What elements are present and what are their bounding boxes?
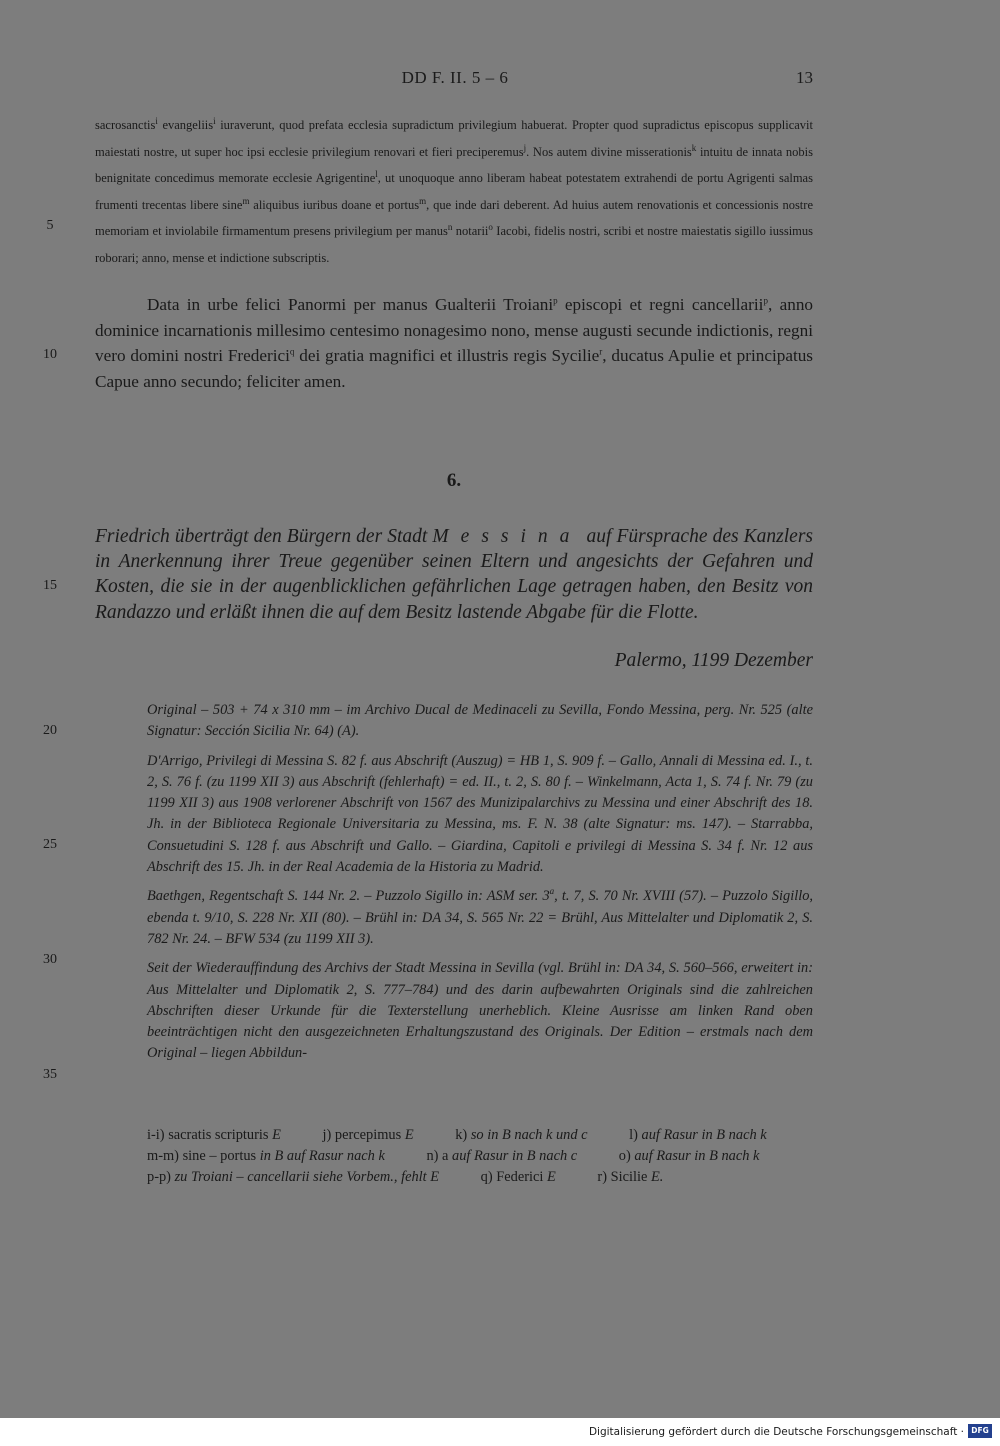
dating-paragraph: Data in urbe felici Panormi per manus Gualterii Troiani$^p$ episcopi et regni cancellarii$^p$, anno dominice incarnationis millesimo centesimo nonagesimo nono, mense augusti secunde indictionis, regni vero domini nostri Frederici$^q$ dei gratia magnifici et illustris regis Sycilie$^r$, ducatus Apulie et principatus Capue anno secundo; feliciter amen.	[95, 295, 814, 391]
variant-i: i-i) sacratis scripturis E	[147, 1127, 281, 1143]
line-number-20: 20	[43, 723, 57, 738]
regest: Friedrich überträgt den Bürgern der Stadt Messina auf Fürsprache des Kanzlers in Anerkennung ihrer Treue gegenüber seinen Eltern und angesichts der Gefahren und Kosten, die sie in der augenblicklichen gefährlichen Lage getragen haben, den Besitz von Randazzo und erläßt ihnen die auf dem Besitz lastende Abgabe für die Flotte.	[95, 526, 814, 623]
variant-j: j) percepimus E	[322, 1127, 414, 1143]
variant-o: o) auf Rasur in B nach k	[618, 1148, 760, 1164]
variant-r: r) Sicilie E.	[597, 1169, 664, 1185]
charter-paragraph: sacrosanctis$^i$ evangeliis$^i$ iuraverunt, quod prefata ecclesia supradictum privilegium habuerat. Propter quod supradictus episcopus supplicavit maiestati nostre, ut super hoc ipsi ecclesie privilegium renovari et fieri preciperemus$^j$. Nos autem divine misserationis$^k$ intuitu de innata nobis benignitate concedimus memorate ecclesie Agrigentine$^l$, ut unoquoque anno liberam habeat potestatem extrahendi de portu Agrigenti salmas frumenti trecentas libere sine$^m$ aliquibus iuribus doane et portus$^m$, que inde dari deberent. Ad huius autem renovationis et concessionis nostre memoriam et inviolabile firmamentum presens privilegium per manus$^n$ notarii$^o$ Iacobi, fidelis nostri, scribi et nostre maiestatis sigillo iussimus roborari; anno, mense et indictione subscriptis.	[95, 115, 814, 265]
charter-text-end	[95, 112, 813, 271]
line-number-25: 25	[43, 837, 57, 852]
dateline: Palermo, 1199 Dezember	[614, 650, 813, 671]
line-number-35: 35	[43, 1067, 57, 1082]
page-number: 13	[796, 68, 813, 87]
note-commentary: Seit der Wiederauffindung des Archivs der Stadt Messina in Sevilla (vgl. Brühl in: DA 34, S. 560–566, erweitert in: Aus Mittelalter und Diplomatik 2, S. 777–784) und des darin aufbewahrten Originals sind die zahlreichen Abschriften dieser Urkunde für die Texterstellung unerheblich. Kleine Ausrisse am linken Rand oben beeinträchtigen nicht den ausgezeichneten Erhaltungszustand des Originals. Der Edition – erstmals nach dem Original – liegen Abbildun-	[147, 960, 813, 1062]
running-header: DD F. II. 5 – 6	[401, 68, 509, 87]
funding-notice: Digitalisierung gefördert durch die Deutsche Forschungsgemeinschaft ·	[588, 1426, 964, 1438]
line-number-30: 30	[43, 952, 57, 967]
city-name: Messina	[432, 526, 582, 547]
line-number-15: 15	[43, 578, 57, 593]
note-original: Original – 503 + 74 x 310 mm – im Archivo Ducal de Medinaceli zu Sevilla, Fondo Messina, perg. Nr. 525 (alte Signatur: Sección Sicilia Nr. 64) (A).	[147, 702, 813, 740]
variant-k: k) so in B nach k und c	[455, 1127, 588, 1143]
document-number: 6.	[446, 470, 462, 491]
footer-bar	[0, 1418, 1000, 1446]
line-number-5: 5	[46, 218, 54, 233]
variant-q: q) Federici E	[480, 1169, 556, 1185]
note-literature: Baethgen, Regentschaft S. 144 Nr. 2. – Puzzolo Sigillo in: ASM ser. 3$^a$, t. 7, S. 70 Nr. XVIII (57). – Puzzolo Sigillo, ebenda t. 9/10, S. 228 Nr. XII (80). – Brühl in: DA 34, S. 565 Nr. 22 = Brühl, Aus Mittelalter und Diplomatik 2, S. 782 Nr. 24. – BFW 534 (zu 1199 XII 3).	[147, 886, 813, 947]
variant-l: l) auf Rasur in B nach k	[629, 1127, 767, 1143]
variant-apparatus	[147, 1125, 813, 1188]
line-number-10: 10	[43, 347, 57, 362]
dating-clause	[95, 292, 813, 394]
variant-m: m-m) sine – portus in B auf Rasur nach k	[147, 1148, 385, 1164]
dfg-logo-icon[interactable]: DFG	[968, 1424, 992, 1438]
preliminary-notes	[147, 700, 813, 1073]
variant-n: n) a auf Rasur in B nach c	[426, 1148, 578, 1164]
variant-p: p-p) zu Troiani – cancellarii siehe Vorbem., fehlt E	[147, 1169, 440, 1185]
note-prints: D'Arrigo, Privilegi di Messina S. 82 f. aus Abschrift (Auszug) = HB 1, S. 909 f. – Gallo, Annali di Messina ed. I., t. 2, S. 76 f. (zu 1199 XII 3) aus Abschrift (fehlerhaft) = ed. II., t. 2, S. 80 f. – Winkelmann, Acta 1, S. 74 f. Nr. 79 (zu 1199 XII 3) aus 1908 verlorener Abschrift von 1567 des Munizipalarchivs zu Messina und einer Abschrift des 18. Jh. in der Biblioteca Regionale Universitaria zu Messina, ms. F. N. 38 (alte Signatur: ms. 147). – Starrabba, Consuetudini S. 128 f. aus Abschrift und Gallo. – Giardina, Capitoli e privilegi di Messina S. 34 f. Nr. 12 aus Abschrift des 15. Jh. in der Real Academia de la Historia zu Madrid.	[147, 752, 813, 876]
